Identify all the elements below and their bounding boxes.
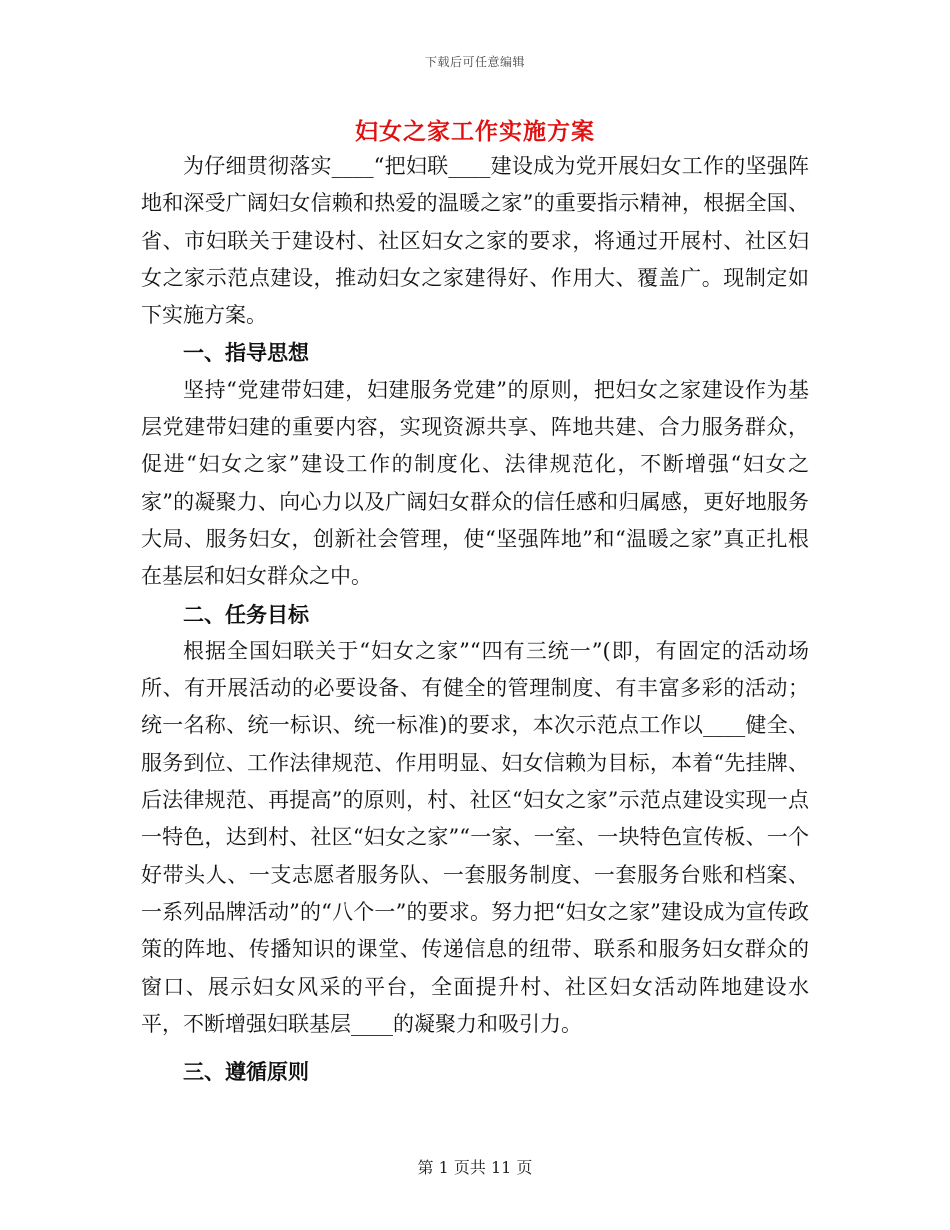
header-note: 下载后可任意编辑 xyxy=(424,55,525,69)
section-heading-task-goals: 二、任务目标 xyxy=(183,601,309,627)
section-paragraph-guiding-ideology: 坚持“党建带妇建，妇建服务党建”的原则，把妇女之家建设作为基层党建带妇建的重要内容，实现资源共享、阵地共建、合力服务群众，促进“妇女之家”建设工作的制度化、法律规范化，不断增强“妇女之家”的凝聚力、向心力以及广阔妇女群众的信任感和归属感，更好地服务大局、服务妇女，创新社会管理，使“坚强阵地”和“温暖之家”真正扎根在基层和妇女群众之中。 xyxy=(141,377,809,589)
section-paragraph-task-goals: 根据全国妇联关于“妇女之家”“四有三统一”(即，有固定的活动场所、有开展活动的必要设备、有健全的管理制度、有丰富多彩的活动；统一名称、统一标识、统一标准)的要求，本次示范点工作以____健全、服务到位、工作法律规范、作用明显、妇女信赖为目标，本着“先挂牌、后法律规范、再提高”的原则，村、社区“妇女之家”示范点建设实现一点一特色，达到村、社区“妇女之家”“一家、一室、一块特色宣传板、一个好带头人、一支志愿者服务队、一套服务制度、一套服务台账和档案、一系列品牌活动”的“八个一”的要求。努力把“妇女之家”建设成为宣传政策的阵地、传播知识的课堂、传递信息的纽带、联系和服务妇女群众的窗口、展示妇女风采的平台，全面提升村、社区妇女活动阵地建设水平，不断增强妇联基层____的凝聚力和吸引力。 xyxy=(141,638,809,1036)
document-title: 妇女之家工作实施方案 xyxy=(355,118,595,145)
document-body xyxy=(141,148,809,1090)
intro-paragraph: 为仔细贯彻落实____“把妇联____建设成为党开展妇女工作的坚强阵地和深受广阔妇女信赖和热爱的温暖之家”的重要指示精神，根据全国、省、市妇联关于建设村、社区妇女之家的要求，将通过开展村、社区妇女之家示范点建设，推动妇女之家建得好、作用大、覆盖广。现制定如下实施方案。 xyxy=(141,154,809,328)
page-number: 第 1 页共 11 页 xyxy=(417,1158,533,1177)
section-heading-principles: 三、遵循原则 xyxy=(183,1059,309,1085)
section-heading-guiding-ideology: 一、指导思想 xyxy=(183,340,309,366)
